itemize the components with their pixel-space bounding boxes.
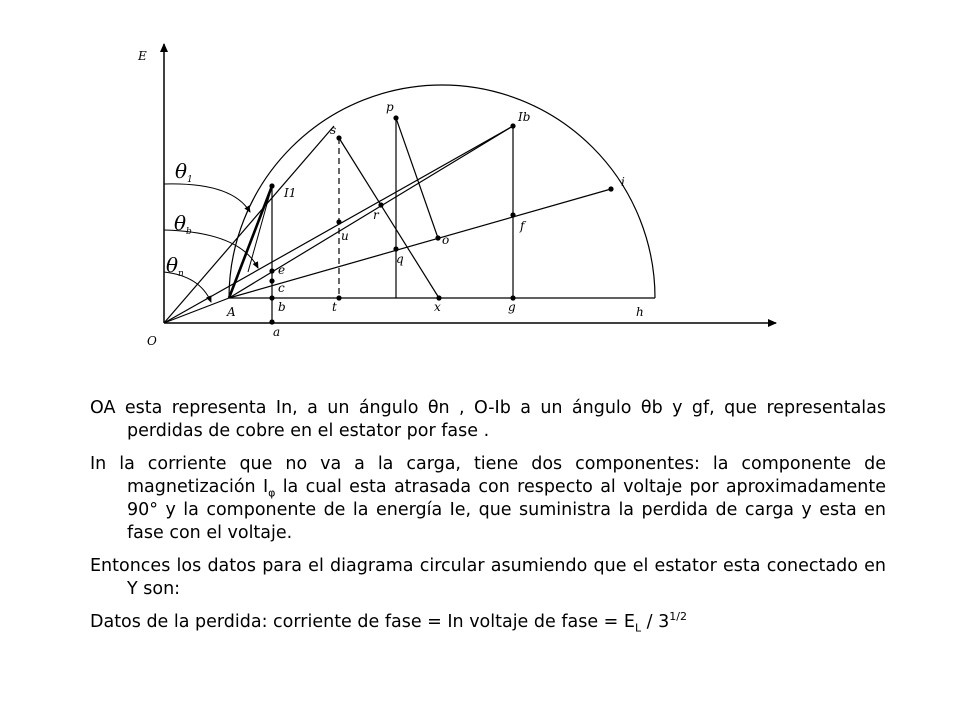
explanation-text (90, 397, 886, 644)
theta-symbol: θ (640, 398, 652, 418)
point-i (608, 186, 613, 191)
label-o: o (442, 233, 450, 247)
line-A-i (229, 189, 611, 298)
point-u (336, 219, 341, 224)
label-g: g (508, 300, 516, 314)
label-thetab: $\theta_b$ (174, 211, 192, 237)
line-p-o (396, 118, 438, 238)
label-p: p (386, 100, 394, 114)
point-o (435, 235, 440, 240)
label-O: O (147, 334, 157, 348)
label-f: f (520, 219, 525, 233)
theta-symbol: θ (427, 398, 439, 418)
line-A-I1-thick (229, 186, 272, 298)
line-O-A (164, 298, 229, 323)
point-Ib (510, 123, 515, 128)
point-a (269, 319, 274, 324)
phi-symbol: φ (268, 486, 276, 500)
point-r (378, 202, 383, 207)
paragraph-2: In la corriente que no va a la carga, tiene dos componentes: la componente de magnetización $I_\varphi$ la cual esta atrasada con respecto al voltaje por aproximadamente 90° y la componente de la energía Ie, que suministra la perdida de carga y esta en fase con el voltaje. (90, 454, 886, 543)
label-t: t (332, 300, 337, 314)
label-x: x (434, 300, 441, 314)
point-e (269, 268, 274, 273)
label-q: q (396, 252, 404, 266)
label-theta1: $\theta_1$ (175, 159, 193, 185)
paragraph-3: Entonces los datos para el diagrama circular asumiendo que el estator esta conectado en Y son: (90, 556, 886, 599)
label-Ib: Ib (518, 110, 531, 124)
line-O-I1-tangent (164, 126, 334, 323)
point-c (269, 278, 274, 283)
label-h: h (636, 305, 644, 319)
point-s (336, 135, 341, 140)
point-f (510, 212, 515, 217)
label-b: b (278, 300, 286, 314)
line-s-x (339, 138, 439, 298)
label-e: e (278, 263, 286, 277)
point-p (393, 115, 398, 120)
label-E: E (138, 49, 147, 63)
label-s: s (330, 123, 337, 137)
label-u: u (341, 229, 349, 243)
label-A: A (227, 305, 236, 319)
label-a: a (273, 325, 281, 339)
paragraph-4: Datos de la perdida: corriente de fase = In voltaje de fase = $E_L / 3^{1/2}$ (90, 610, 687, 635)
label-r: r (373, 208, 379, 222)
point-q (393, 246, 398, 251)
label-i: i (621, 175, 625, 189)
paragraph-1: OA esta representa In, a un ángulo θn , O-Ib a un ángulo θb y gf, que representalas perdidas de cobre en el estator por fase . (90, 398, 886, 441)
label-thetan: $\theta_n$ (166, 253, 184, 279)
label-c: c (278, 281, 285, 295)
point-b (269, 295, 274, 300)
angle-arc-theta1 (164, 184, 250, 212)
label-I1: I1 (284, 186, 297, 200)
point-I1 (269, 183, 274, 188)
point-t (336, 295, 341, 300)
